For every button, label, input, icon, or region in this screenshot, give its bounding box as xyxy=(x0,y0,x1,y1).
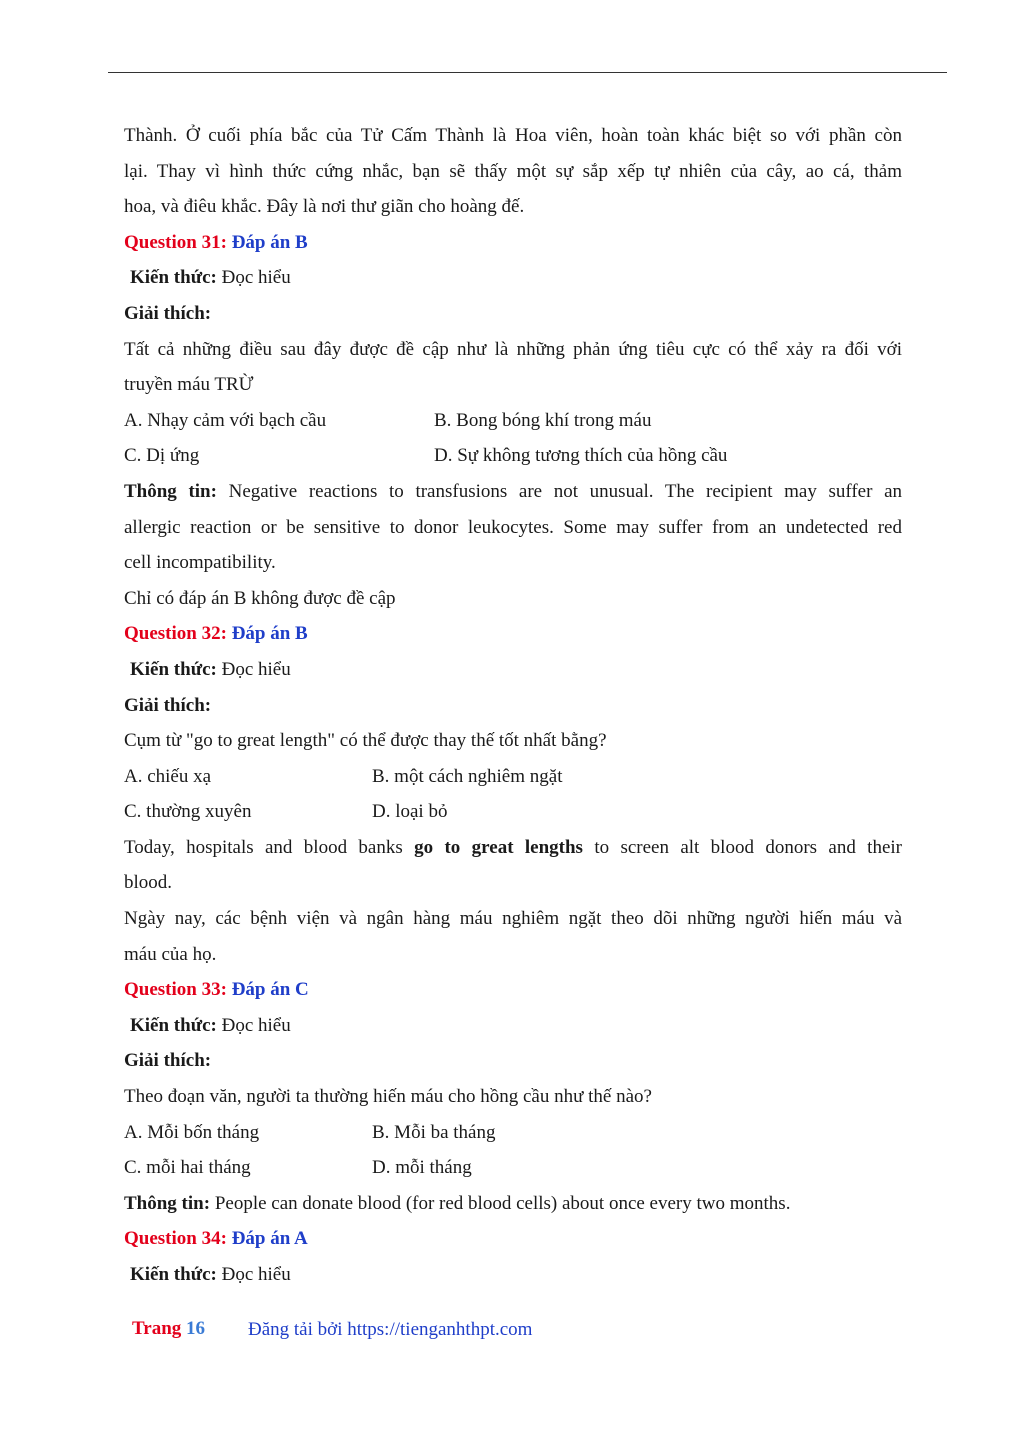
option-d: D. Sự không tương thích của hồng cầu xyxy=(434,445,728,467)
options-row xyxy=(124,403,902,439)
intro-line-2: lại. Thay vì hình thức cứng nhắc, bạn sẽ thấy một sự sắp xếp tự nhiên của cây, ao cá, thảm xyxy=(124,160,902,182)
options-row xyxy=(124,759,902,795)
option-a: A. Nhạy cảm với bạch cầu xyxy=(124,409,327,431)
knowledge-line xyxy=(124,260,902,296)
info-line-3: cell incompatibility. xyxy=(124,552,276,574)
page-footer xyxy=(132,1315,533,1343)
option-b: B. Mỗi ba tháng xyxy=(372,1121,496,1143)
knowledge-label: Kiến thức: xyxy=(130,1264,217,1285)
intro-line-3: hoa, và điêu khắc. Đây là nơi thư giãn cho hoàng đế. xyxy=(124,196,525,218)
option-b: B. Bong bóng khí trong máu xyxy=(434,409,652,431)
question-stem-line-1: Tất cả những điều sau đây được đề cập như là những phản ứng tiêu cực có thể xảy ra đối với xyxy=(124,338,902,360)
page-number: 16 xyxy=(186,1318,206,1339)
option-d: D. loại bỏ xyxy=(372,801,448,823)
question-label: Question 31: xyxy=(124,231,227,253)
info-line-2: allergic reaction or be sensitive to donor leukocytes. Some may suffer from an undetected red xyxy=(124,516,902,538)
option-b: B. một cách nghiêm ngặt xyxy=(372,765,563,787)
question-31-heading xyxy=(124,225,902,261)
info-text: People can donate blood (for red blood cells) about once every two months. xyxy=(214,1192,791,1214)
question-32-heading xyxy=(124,616,902,652)
intro-line-1: Thành. Ở cuối phía bắc của Tử Cấm Thành là Hoa viên, hoàn toàn khác biệt so với phần còn xyxy=(124,125,902,146)
option-c: C. mỗi hai tháng xyxy=(124,1157,251,1179)
knowledge-label: Kiến thức: xyxy=(130,267,217,289)
quote-after: to screen alt blood donors and their xyxy=(594,836,903,858)
question-stem-line-2: truyền máu TRỪ xyxy=(124,374,254,396)
knowledge-label: Kiến thức: xyxy=(130,1014,217,1036)
info-label: Thông tin: xyxy=(124,1192,211,1214)
question-label: Question 34: xyxy=(124,1228,227,1250)
quote-highlight: go to great lengths xyxy=(414,836,583,858)
quote-line-1 xyxy=(124,830,902,866)
knowledge-line xyxy=(124,1257,902,1293)
translation-line-1: Ngày nay, các bệnh viện và ngân hàng máu nghiêm ngặt theo dõi những người hiến máu và xyxy=(124,908,902,930)
info-text: Negative reactions to transfusions are not unusual. The recipient may suffer an xyxy=(228,480,902,502)
quote-line-2: blood. xyxy=(124,872,173,894)
info-label: Thông tin: xyxy=(124,480,217,502)
options-row xyxy=(124,438,902,474)
question-33-heading xyxy=(124,972,902,1008)
options-row xyxy=(124,1150,902,1186)
info-line xyxy=(124,1186,902,1222)
explain-label xyxy=(124,296,902,332)
option-c: C. Dị ứng xyxy=(124,445,200,467)
knowledge-line xyxy=(124,652,902,688)
question-stem: Cụm từ "go to great length" có thể được thay thế tốt nhất bằng? xyxy=(124,730,607,752)
option-c: C. thường xuyên xyxy=(124,801,252,823)
header-rule xyxy=(108,72,947,73)
explain-label-text: Giải thích: xyxy=(124,694,212,716)
quote-before: Today, hospitals and blood banks xyxy=(124,836,403,858)
question-34-heading xyxy=(124,1221,902,1257)
explain-label-text: Giải thích: xyxy=(124,1050,212,1072)
knowledge-value: Đọc hiểu xyxy=(221,658,291,680)
translation-line-2: máu của họ. xyxy=(124,943,217,965)
question-label: Question 32: xyxy=(124,623,227,645)
knowledge-value: Đọc hiểu xyxy=(221,1014,291,1036)
question-stem: Theo đoạn văn, người ta thường hiến máu cho hồng cầu như thế nào? xyxy=(124,1086,652,1108)
page-content xyxy=(124,118,902,1293)
option-d: D. mỗi tháng xyxy=(372,1157,472,1179)
knowledge-label: Kiến thức: xyxy=(130,658,217,680)
explain-label-text: Giải thích: xyxy=(124,302,212,324)
uploaded-by-link[interactable]: Đăng tải bởi https://tienganhthpt.com xyxy=(248,1319,533,1340)
page-label: Trang xyxy=(132,1318,182,1339)
knowledge-value: Đọc hiểu xyxy=(221,267,291,289)
answer-label: Đáp án A xyxy=(231,1228,308,1250)
knowledge-line xyxy=(124,1008,902,1044)
option-a: A. chiếu xạ xyxy=(124,765,212,787)
answer-label: Đáp án B xyxy=(231,623,308,645)
options-row xyxy=(124,794,902,830)
knowledge-value: Đọc hiểu xyxy=(221,1264,291,1285)
question-label: Question 33: xyxy=(124,979,227,1001)
note-line: Chỉ có đáp án B không được đề cập xyxy=(124,587,396,609)
options-row xyxy=(124,1115,902,1151)
answer-label: Đáp án B xyxy=(231,231,308,253)
info-line-1 xyxy=(124,474,902,510)
explain-label xyxy=(124,688,902,724)
option-a: A. Mỗi bốn tháng xyxy=(124,1121,260,1143)
answer-label: Đáp án C xyxy=(231,979,309,1001)
explain-label xyxy=(124,1043,902,1079)
